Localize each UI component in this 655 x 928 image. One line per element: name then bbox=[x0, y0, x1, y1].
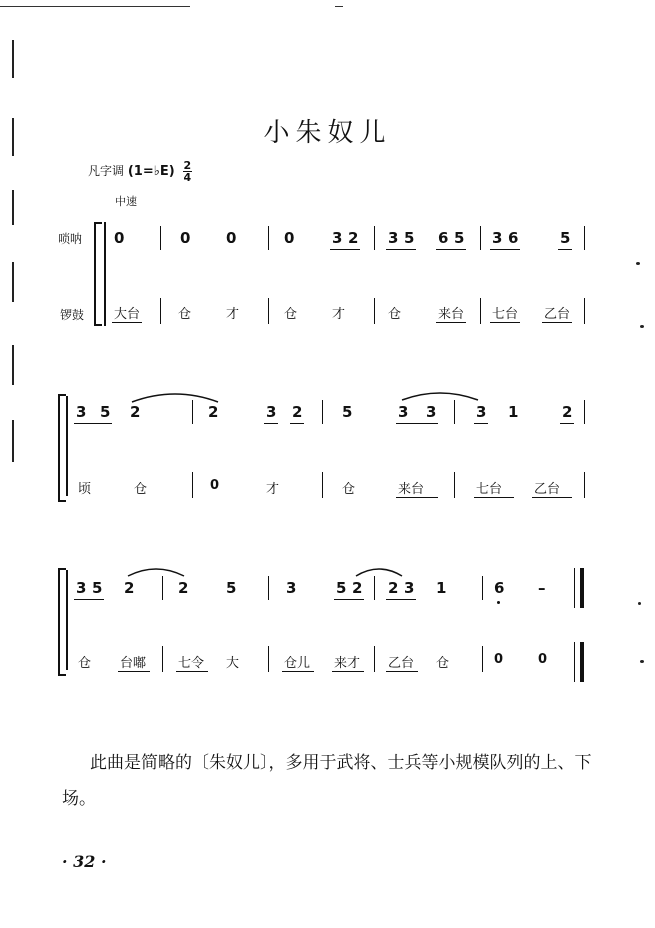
description-paragraph: 此曲是简略的〔朱奴儿〕，多用于武将、士兵等小规模队列的上、下场。 bbox=[62, 753, 592, 809]
melody-note: 5 bbox=[342, 403, 353, 421]
beam bbox=[436, 249, 466, 250]
melody-note: 2 bbox=[388, 579, 399, 597]
melody-note: 0 bbox=[180, 229, 191, 247]
melody-note: 3 bbox=[404, 579, 415, 597]
barline bbox=[162, 576, 163, 600]
tempo-marking: 中速 bbox=[115, 195, 137, 208]
time-signature bbox=[183, 160, 193, 183]
margin-mark bbox=[12, 262, 14, 302]
melody-note: 0 bbox=[284, 229, 295, 247]
beam bbox=[112, 322, 142, 323]
melody-note: 3 bbox=[476, 403, 487, 421]
beam bbox=[282, 671, 314, 672]
song-title: 小朱奴儿 bbox=[263, 118, 392, 148]
melody-note: 3 bbox=[388, 229, 399, 247]
barline bbox=[322, 400, 323, 424]
barline bbox=[374, 646, 375, 672]
system-brace bbox=[94, 222, 102, 326]
tie-slur bbox=[130, 388, 220, 404]
system-brace bbox=[58, 568, 66, 676]
percussion-syllable: 仓 bbox=[178, 307, 192, 322]
beam bbox=[330, 249, 360, 250]
barline bbox=[322, 472, 323, 498]
melody-note: 1 bbox=[436, 579, 447, 597]
beam bbox=[532, 497, 572, 498]
melody-note: 6 bbox=[438, 229, 449, 247]
scan-speck bbox=[640, 660, 644, 663]
percussion-syllable: 才 bbox=[332, 307, 346, 322]
percussion-syllable: 大 bbox=[226, 656, 240, 671]
melody-note: 2 bbox=[124, 579, 135, 597]
beam bbox=[436, 322, 466, 323]
melody-note: 5 bbox=[100, 403, 111, 421]
percussion-syllable: 仓 bbox=[134, 482, 148, 497]
melody-note: 3 bbox=[492, 229, 503, 247]
melody-note: 3 bbox=[286, 579, 297, 597]
tie-slur bbox=[354, 564, 404, 578]
melody-note: 5 bbox=[92, 579, 103, 597]
tie-slur bbox=[126, 564, 186, 578]
beam bbox=[290, 423, 304, 424]
beam bbox=[490, 322, 520, 323]
final-barline-thick bbox=[580, 568, 584, 608]
barline bbox=[192, 472, 193, 498]
percussion-syllable: 才 bbox=[226, 307, 240, 322]
barline bbox=[374, 226, 375, 250]
top-rule-mark bbox=[335, 6, 343, 7]
barline bbox=[584, 400, 585, 424]
beam bbox=[386, 599, 416, 600]
percussion-rest: 0 bbox=[538, 652, 548, 667]
beam bbox=[118, 671, 150, 672]
percussion-syllable: 七台 bbox=[476, 482, 503, 497]
final-barline-thick bbox=[580, 642, 584, 682]
percussion-syllable: 仓 bbox=[342, 482, 356, 497]
melody-note: 3 bbox=[76, 579, 87, 597]
barline bbox=[268, 298, 269, 324]
sustain-dash: – bbox=[538, 579, 546, 597]
percussion-syllable: 才 bbox=[266, 482, 280, 497]
final-barline-thin bbox=[574, 642, 575, 682]
percussion-syllable: 仓 bbox=[284, 307, 298, 322]
barline bbox=[160, 298, 161, 324]
barline bbox=[374, 576, 375, 600]
percussion-syllable: 乙台 bbox=[388, 656, 415, 671]
melody-note: 2 bbox=[352, 579, 363, 597]
percussion-syllable: 来台 bbox=[398, 482, 425, 497]
percussion-rest: 0 bbox=[210, 478, 220, 493]
barline bbox=[268, 226, 269, 250]
beam bbox=[264, 423, 278, 424]
page-number: · 32 · bbox=[62, 852, 107, 871]
barline bbox=[268, 646, 269, 672]
melody-note: 5 bbox=[560, 229, 571, 247]
system-line bbox=[66, 396, 68, 496]
barline bbox=[454, 400, 455, 424]
beam bbox=[74, 423, 112, 424]
margin-mark bbox=[12, 190, 14, 225]
barline bbox=[454, 472, 455, 498]
barline bbox=[584, 226, 585, 250]
melody-note: 3 bbox=[332, 229, 343, 247]
percussion-syllable: 来台 bbox=[438, 307, 465, 322]
top-rule bbox=[0, 6, 190, 7]
percussion-syllable: 乙台 bbox=[534, 482, 561, 497]
beam bbox=[542, 322, 572, 323]
beam bbox=[386, 671, 418, 672]
low-octave-dot bbox=[497, 601, 500, 604]
beam bbox=[396, 497, 438, 498]
melody-note: 2 bbox=[292, 403, 303, 421]
barline bbox=[584, 298, 585, 324]
percussion-syllable: 来才 bbox=[334, 656, 361, 671]
melody-note: 3 bbox=[76, 403, 87, 421]
percussion-rest: 0 bbox=[494, 652, 504, 667]
melody-note: 2 bbox=[130, 403, 141, 421]
melody-note: 0 bbox=[114, 229, 125, 247]
melody-note: 3 bbox=[266, 403, 277, 421]
key-signature: (1=♭E) bbox=[127, 164, 175, 179]
melody-note: 2 bbox=[208, 403, 219, 421]
percussion-syllable: 七令 bbox=[178, 656, 205, 671]
instrument-suona-label: 唢呐 bbox=[58, 232, 83, 246]
scan-speck bbox=[638, 602, 641, 605]
system-brace bbox=[58, 394, 66, 502]
melody-note: 5 bbox=[454, 229, 465, 247]
melody-note: 5 bbox=[226, 579, 237, 597]
percussion-syllable: 七台 bbox=[492, 307, 519, 322]
beam bbox=[474, 497, 514, 498]
margin-mark bbox=[12, 420, 14, 462]
beam bbox=[396, 423, 438, 424]
melody-note: 5 bbox=[336, 579, 347, 597]
percussion-syllable: 仓 bbox=[78, 656, 92, 671]
percussion-syllable: 乙台 bbox=[544, 307, 571, 322]
beam bbox=[490, 249, 520, 250]
key-label: 凡字调 bbox=[88, 164, 125, 178]
melody-note: 3 bbox=[398, 403, 409, 421]
percussion-syllable: 仓 bbox=[436, 656, 450, 671]
beam bbox=[332, 671, 364, 672]
system-line bbox=[66, 570, 68, 670]
barline bbox=[480, 226, 481, 250]
scan-speck bbox=[640, 325, 644, 328]
percussion-syllable: 大台 bbox=[114, 307, 141, 322]
melody-note: 0 bbox=[226, 229, 237, 247]
barline bbox=[162, 646, 163, 672]
margin-mark bbox=[12, 345, 14, 385]
beam bbox=[558, 249, 572, 250]
system-line bbox=[104, 222, 106, 326]
barline bbox=[374, 298, 375, 324]
barline bbox=[584, 472, 585, 498]
final-barline-thin bbox=[574, 568, 575, 608]
beam bbox=[474, 423, 488, 424]
scan-speck bbox=[636, 262, 640, 265]
barline bbox=[480, 298, 481, 324]
time-denominator: 4 bbox=[183, 171, 192, 184]
percussion-syllable: 仓儿 bbox=[284, 656, 311, 671]
margin-mark bbox=[12, 40, 14, 78]
instrument-gongs-label: 锣鼓 bbox=[60, 308, 85, 322]
melody-note: 2 bbox=[178, 579, 189, 597]
melody-note: 3 bbox=[426, 403, 437, 421]
barline bbox=[268, 576, 269, 600]
key-signature-line bbox=[88, 160, 192, 183]
beam bbox=[386, 249, 416, 250]
melody-note: 1 bbox=[508, 403, 519, 421]
barline bbox=[192, 400, 193, 424]
beam bbox=[334, 599, 364, 600]
barline bbox=[482, 576, 483, 600]
beam bbox=[176, 671, 208, 672]
melody-note: 6 bbox=[494, 579, 505, 597]
melody-note: 2 bbox=[562, 403, 573, 421]
melody-note: 6 bbox=[508, 229, 519, 247]
percussion-syllable: 顷 bbox=[78, 482, 92, 497]
tie-slur bbox=[400, 388, 480, 402]
beam bbox=[560, 423, 574, 424]
percussion-syllable: 台嘟 bbox=[120, 656, 147, 671]
barline bbox=[482, 646, 483, 672]
barline bbox=[160, 226, 161, 250]
melody-note: 2 bbox=[348, 229, 359, 247]
beam bbox=[74, 599, 104, 600]
melody-note: 5 bbox=[404, 229, 415, 247]
percussion-syllable: 仓 bbox=[388, 307, 402, 322]
time-numerator: 2 bbox=[183, 159, 192, 172]
